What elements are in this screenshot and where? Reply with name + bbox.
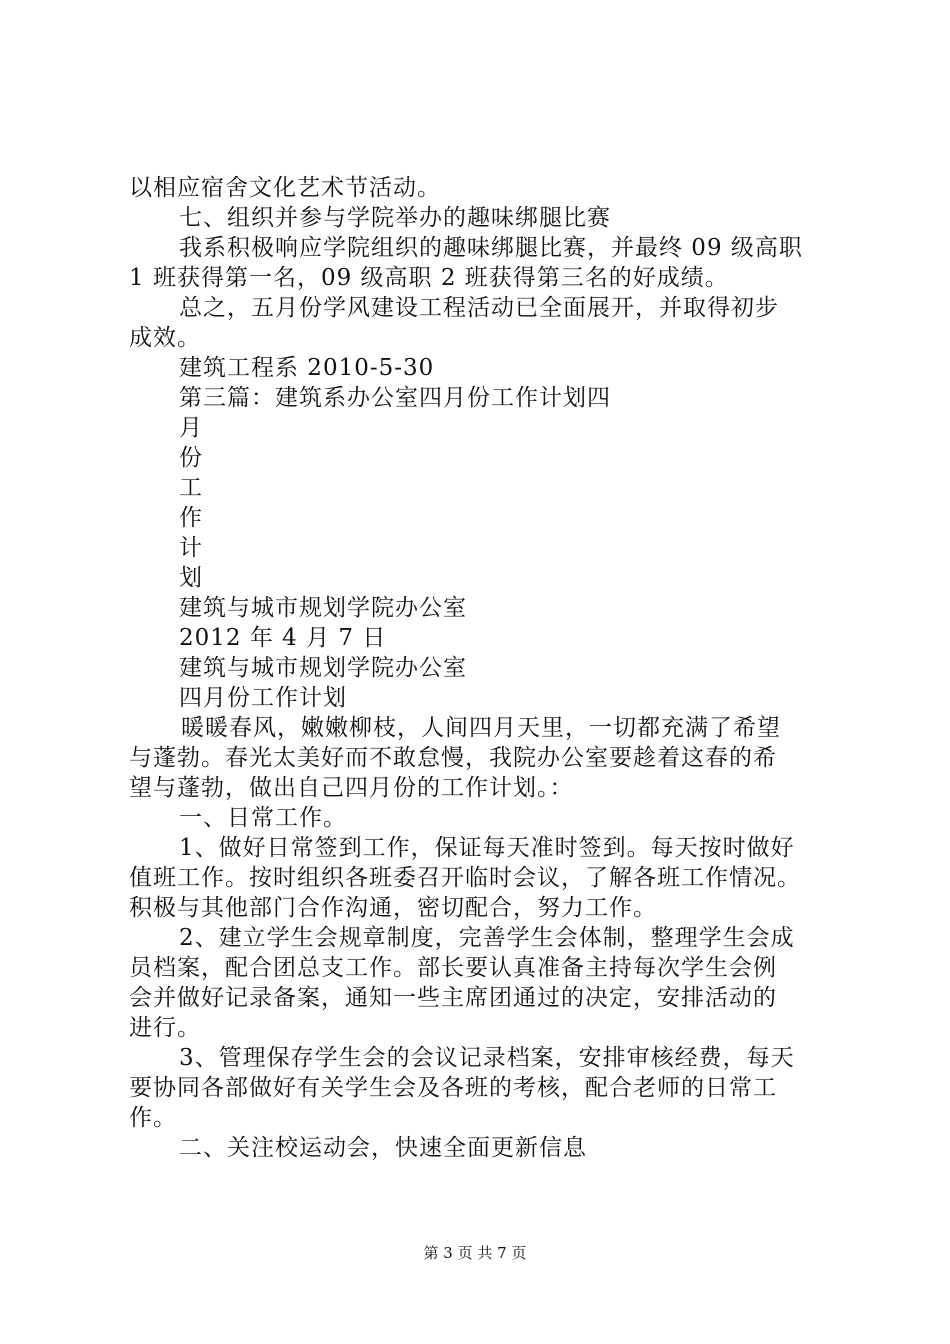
vertical-title-char: 工 bbox=[179, 475, 203, 501]
text-line: 暖暖春风，嫩嫩柳枝，人间四月天里，一切都充满了希望 bbox=[181, 715, 781, 741]
text-line: 值班工作。按时组织各班委召开临时会议，了解各班工作情况。 bbox=[129, 865, 801, 891]
text-line: 成效。 bbox=[129, 325, 201, 351]
text-line: 1、做好日常签到工作，保证每天准时签到。每天按时做好 bbox=[179, 835, 795, 861]
text-line: 3、管理保存学生会的会议记录档案，安排审核经费，每天 bbox=[179, 1045, 795, 1071]
vertical-title-char: 份 bbox=[179, 445, 203, 471]
text-line: 总之，五月份学风建设工程活动已全面展开，并取得初步 bbox=[179, 295, 779, 321]
text-line: 1 班获得第一名，09 级高职 2 班获得第三名的好成绩。 bbox=[129, 265, 729, 291]
text-line: 员档案，配合团总支工作。部长要认真准备主持每次学生会例 bbox=[129, 955, 777, 981]
organization-line: 建筑与城市规划学院办公室 bbox=[179, 595, 467, 621]
text-line: 作。 bbox=[129, 1105, 177, 1131]
text-line: 要协同各部做好有关学生会及各班的考核，配合老师的日常工 bbox=[129, 1075, 777, 1101]
page-number-footer: 第 3 页 共 7 页 bbox=[423, 1244, 527, 1262]
text-line: 以相应宿舍文化艺术节活动。 bbox=[129, 175, 441, 201]
date-line: 2012 年 4 月 7 日 bbox=[179, 625, 387, 651]
vertical-title-char: 作 bbox=[179, 505, 203, 531]
section-heading: 一、日常工作。 bbox=[179, 805, 347, 831]
organization-line: 建筑与城市规划学院办公室 bbox=[179, 655, 467, 681]
section-heading: 七、组织并参与学院举办的趣味绑腿比赛 bbox=[179, 205, 611, 231]
chapter-title: 第三篇：建筑系办公室四月份工作计划四 bbox=[179, 385, 611, 411]
text-line: 积极与其他部门合作沟通，密切配合，努力工作。 bbox=[129, 895, 657, 921]
text-line: 会并做好记录备案，通知一些主席团通过的决定，安排活动的 bbox=[129, 985, 777, 1011]
plan-title: 四月份工作计划 bbox=[179, 685, 347, 711]
text-line: 望与蓬勃，做出自己四月份的工作计划。： bbox=[129, 775, 574, 801]
text-line: 我系积极响应学院组织的趣味绑腿比赛，并最终 09 级高职 bbox=[179, 235, 803, 261]
section-heading: 二、关注校运动会，快速全面更新信息 bbox=[179, 1135, 587, 1161]
text-line: 2、建立学生会规章制度，完善学生会体制，整理学生会成 bbox=[179, 925, 795, 951]
text-line: 与蓬勃。春光太美好而不敢怠慢，我院办公室要趁着这春的希 bbox=[129, 745, 777, 771]
signature-line: 建筑工程系 2010-5-30 bbox=[179, 355, 435, 381]
vertical-title-char: 计 bbox=[179, 535, 203, 561]
text-line: 进行。 bbox=[129, 1015, 201, 1041]
vertical-title-char: 划 bbox=[179, 565, 203, 591]
vertical-title-char: 月 bbox=[179, 415, 203, 441]
document-body bbox=[129, 173, 829, 1163]
